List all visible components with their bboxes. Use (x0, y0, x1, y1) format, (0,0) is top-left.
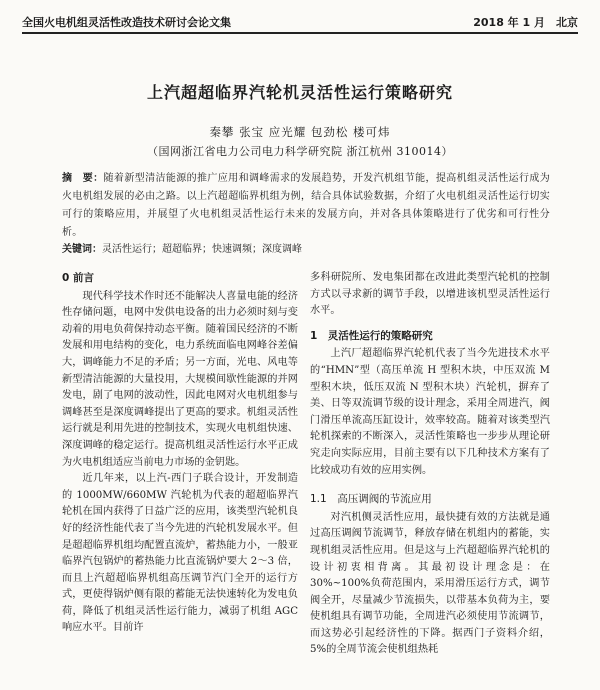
abstract-label: 摘 要： (62, 173, 104, 184)
body-paragraph: 对汽机侧灵活性应用，最快捷有效的方法就是通过高压调阀节流调节，释放存储在机组内的蓄能，实现机组灵活性应用。但是这与上汽超超临界汽轮机的设计初衷相背离。其最初设计理念是：在 30%~100%负荷范围内，采用滑压运行方式，调节阀全开，尽量减少节流损失，以带基本负荷为主，要使机组具有调节功能，全周进汽必须使用节流调节，而这势必引起经济性的下降。据西门子资料介绍，5%的全周节流会使机组热耗 (310, 511, 550, 656)
issue-date: 2018 年 1 月 北京 (473, 16, 578, 29)
keywords-text: 灵活性运行；超超临界；快速调频；深度调峰 (102, 244, 302, 255)
keywords-label: 关键词： (62, 244, 102, 255)
body-paragraph: 近几年来，以上汽-西门子联合设计，开发制造的 1000MW/660MW 汽轮机为代表的超超临界汽轮机在国内获得了日益广泛的应用，该类型汽轮机良好的经济性能代表了当今先进的汽轮机发展水平。但是超超临界机组均配置直流炉，蓄热能力小，一般亚临界汽包锅炉的蓄热能力比直流锅炉要大 2～3 倍，而且上汽超超临界机组高压调节汽门全开的运行方式，更使得锅炉侧有限的蓄能无法快速转化为发电负荷，降低了机组灵活性运行能力，减弱了机组 AGC 响应水平。目前许 (62, 473, 298, 634)
author-list: 秦攀 张宝 应光耀 包劲松 楼可炜 (209, 125, 391, 139)
abstract (62, 170, 550, 242)
affiliation: （国网浙江省电力公司电力科学研究院 浙江杭州 310014） (147, 145, 453, 158)
journal-name: 全国火电机组灵活性改造技术研讨会论文集 (22, 16, 231, 29)
subsection-heading-1-1: 1.1 高压调阀的节流应用 (310, 493, 432, 506)
abstract-text: 随着新型清洁能源的推广应用和调峰需求的发展趋势，开发汽机组节能，提高机组灵活性运行成为火电机组发展的必由之路。以上汽超超临界机组为例，结合具体试验数据，介绍了火电机组灵活性运行切实可行的策略应用，并展望了火电机组灵活性运行未来的发展方向，并对各具体策略进行了优劣和可行性分析。 (62, 173, 550, 238)
body-paragraph: 上汽厂超超临界汽轮机代表了当今先进技术水平的“HMN”型（高压单流 H 型积木块，中压双流 M 型积木块，低压双流 N 型积木块）汽轮机，摒弃了美、日等双流调节级的设计理念，采用全周进汽，阀门滑压单流高压缸设计，效率较高。随着对该类型汽轮机探索的不断深入，灵活性策略也一步步从理论研究走向实际应用，目前主要有以下几种技术方案有了比较成功有效的应用实例。 (310, 348, 550, 476)
left-column (62, 268, 298, 637)
body-paragraph: 现代科学技术作时还不能解决人喜量电能的经济性存储问题，电网中发供电设备的出力必须时刻与变动着的用电负荷保持动态平衡。随着国民经济的不断发展和用电结构的变化，电力系统面临电网峰谷差偏大，调峰能力不足的矛盾；另一方面，光电、风电等新型清洁能源的大量投用，大规模间歇性能源的并网发电，剧了电网的波动性，因此电网对火电机组参与调峰甚至是深度调峰提出了更高的要求。机组灵活性运行就是利用先进的控制技术，实现火电机组快速、深度调峰的稳定运行。提高机组灵活性运行水平正成为火电机组适应当前电力市场的金钥匙。 (62, 290, 298, 468)
section-heading-intro: 0 前言 (62, 272, 94, 284)
section-heading-1: 1 灵活性运行的策略研究 (310, 329, 433, 342)
body-paragraph: 多科研院所、发电集团都在改进此类型汽轮机的控制方式以寻求新的调节手段，以增进该机型灵活性运行水平。 (310, 272, 550, 317)
paper-title: 上汽超超临界汽轮机灵活性运行策略研究 (146, 83, 453, 102)
keywords (62, 242, 550, 258)
right-column (310, 270, 550, 659)
running-header (22, 12, 578, 34)
